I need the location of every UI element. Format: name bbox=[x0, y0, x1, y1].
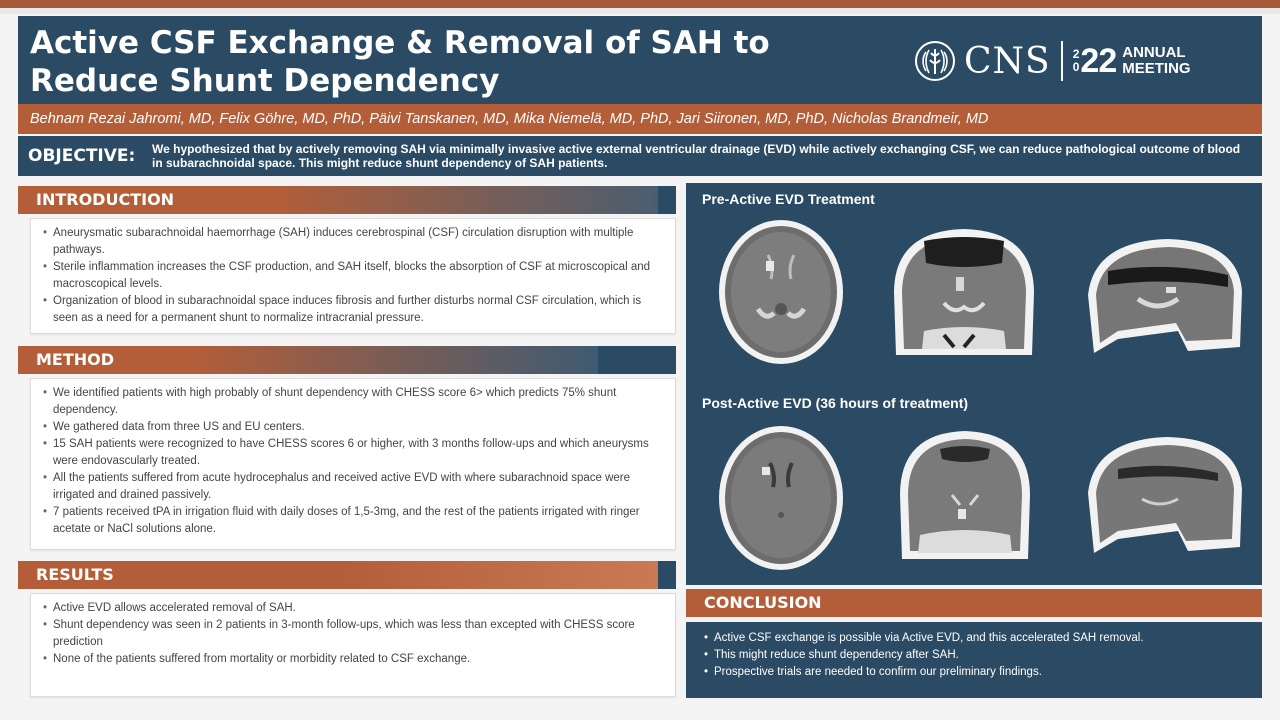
list-item: • Aneurysmatic subarachnoidal haemorrhage (SAH) induces cerebrospinal (CSF) circulation disruption with multiple pathways. bbox=[41, 225, 665, 259]
list-item: • We identified patients with high probably of shunt dependency with CHESS score 6> which predicts 75% shunt dependency. bbox=[41, 385, 665, 419]
conclusion-heading: CONCLUSION bbox=[686, 589, 1262, 617]
list-item: • Organization of blood in subarachnoidal space induces fibrosis and further disturbs normal CSF circulation, which is seen as a need for a permanent shunt to normalize intracranial pressure. bbox=[41, 293, 665, 327]
introduction-body bbox=[30, 218, 676, 334]
results-header bbox=[18, 561, 676, 589]
objective-text: We hypothesized that by actively removing SAH via minimally invasive active external ventricular drainage (EVD) while actively exchanging CSF, we can reduce pathological outcome of blood in subarachnoidal space. This might reduce shunt dependency of SAH patients. bbox=[152, 142, 1241, 170]
post-sagittal-ct-scan bbox=[1078, 433, 1246, 559]
top-light-stripe bbox=[0, 8, 1280, 14]
list-item: • 7 patients received tPA in irrigation fluid with daily doses of 1,5-3mg, and the rest of the patients irrigated with ringer acetate or NaCl solutions alone. bbox=[41, 504, 665, 538]
cns-emblem-icon bbox=[914, 40, 956, 82]
logo-annual-meeting bbox=[1122, 45, 1190, 77]
method-header bbox=[18, 346, 676, 374]
post-treatment-label: Post-Active EVD (36 hours of treatment) bbox=[702, 395, 969, 411]
list-item: • We gathered data from three US and EU centers. bbox=[41, 419, 665, 436]
post-coronal-ct-scan bbox=[890, 425, 1040, 567]
title-line-1: Active CSF Exchange & Removal of SAH to bbox=[30, 25, 770, 61]
logo-year bbox=[1073, 42, 1117, 81]
logo-year-small-bottom: 0 bbox=[1072, 60, 1080, 74]
title-line-2: Reduce Shunt Dependency bbox=[30, 63, 500, 99]
logo-year-small-top: 2 bbox=[1072, 47, 1080, 61]
list-item: • Active CSF exchange is possible via Active EVD, and this accelerated SAH removal. bbox=[704, 630, 1244, 647]
method-heading: METHOD bbox=[18, 346, 598, 374]
top-accent-stripe bbox=[0, 0, 1280, 8]
poster-title bbox=[30, 24, 850, 100]
list-item: • Sterile inflammation increases the CSF production, and SAH itself, blocks the absorption of CSF at microscopical and macroscopical levels. bbox=[41, 259, 665, 293]
logo-year-big: 22 bbox=[1080, 41, 1117, 80]
pre-sagittal-ct-scan bbox=[1078, 235, 1246, 359]
objective-label: OBJECTIVE: bbox=[28, 146, 136, 166]
conclusion-list bbox=[704, 630, 1244, 681]
pre-treatment-label: Pre-Active EVD Treatment bbox=[702, 191, 875, 207]
author-list: Behnam Rezai Jahromi, MD, Felix Göhre, MD, PhD, Päivi Tanskanen, MD, Mika Niemelä, MD, PhD, Jari Siironen, MD, PhD, Nicholas Brandmeir, MD bbox=[18, 104, 1262, 134]
logo-annual-line-2: MEETING bbox=[1122, 60, 1191, 77]
bottom-band bbox=[0, 706, 1280, 720]
pre-coronal-ct-scan bbox=[884, 223, 1044, 363]
introduction-header bbox=[18, 186, 676, 214]
list-item: • Prospective trials are needed to confirm our preliminary findings. bbox=[704, 664, 1244, 681]
results-body bbox=[30, 593, 676, 697]
objective-banner bbox=[18, 136, 1262, 176]
list-item: • Active EVD allows accelerated removal of SAH. bbox=[41, 600, 665, 617]
introduction-list bbox=[41, 225, 665, 327]
pre-axial-ct-scan bbox=[716, 217, 846, 367]
post-axial-ct-scan bbox=[716, 423, 846, 573]
ct-scans-panel bbox=[686, 183, 1262, 585]
list-item: • None of the patients suffered from mortality or morbidity related to CSF exchange. bbox=[41, 651, 665, 668]
poster-header bbox=[18, 16, 1262, 104]
list-item: • Shunt dependency was seen in 2 patients in 3-month follow-ups, which was less than excepted with CHESS score prediction bbox=[41, 617, 665, 651]
logo-org-name: CNS bbox=[964, 40, 1051, 82]
cns-logo bbox=[914, 38, 1191, 84]
method-body bbox=[30, 378, 676, 550]
logo-divider bbox=[1061, 41, 1063, 81]
logo-annual-line-1: ANNUAL bbox=[1122, 44, 1186, 61]
list-item: • All the patients suffered from acute hydrocephalus and received active EVD with where subarachnoid space were irrigated and drained passively. bbox=[41, 470, 665, 504]
method-list bbox=[41, 385, 665, 538]
introduction-heading: INTRODUCTION bbox=[18, 186, 658, 214]
list-item: • This might reduce shunt dependency after SAH. bbox=[704, 647, 1244, 664]
conclusion-body bbox=[686, 622, 1262, 698]
results-heading: RESULTS bbox=[18, 561, 658, 589]
list-item: • 15 SAH patients were recognized to have CHESS scores 6 or higher, with 3 months follow-ups and which aneurysms were endovascularly treated. bbox=[41, 436, 665, 470]
results-list bbox=[41, 600, 665, 668]
